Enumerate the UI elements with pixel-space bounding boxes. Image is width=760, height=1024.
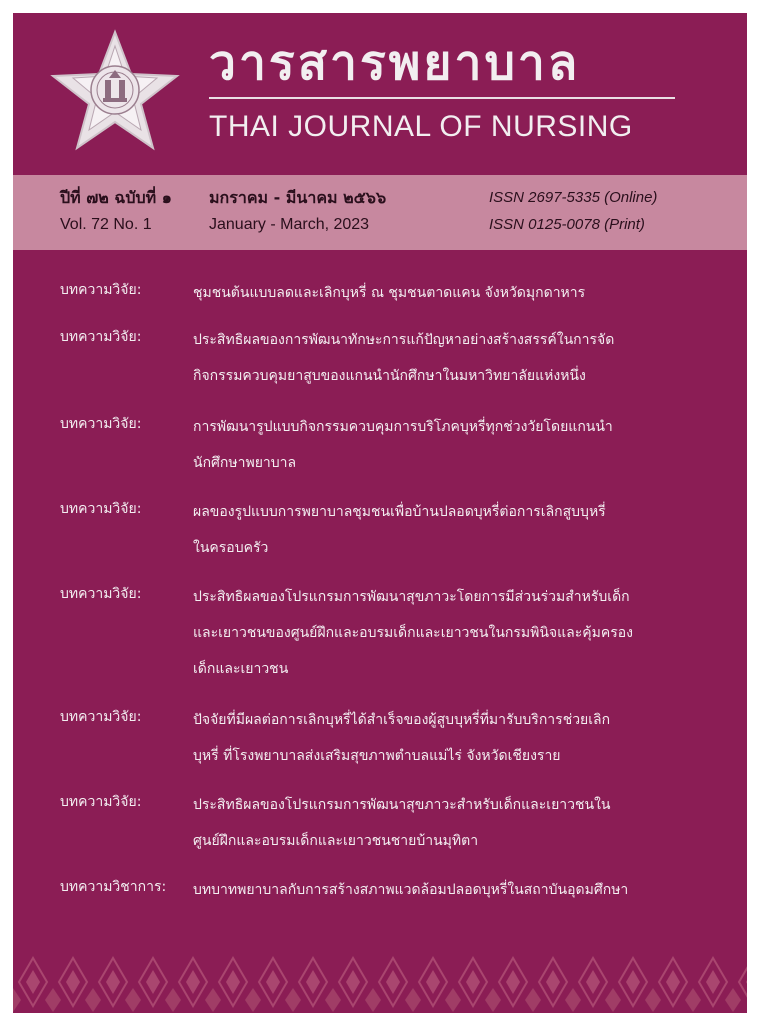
entry-type-label: บทความวิชาการ: <box>60 879 167 895</box>
title-divider <box>209 97 675 99</box>
star-emblem-icon <box>45 26 185 156</box>
issue-band <box>13 175 747 250</box>
entry-title-line: นักศึกษาพยาบาล <box>193 455 297 471</box>
entry-title <box>193 275 678 311</box>
entry-title-line: ประสิทธิผลของโปรแกรมการพัฒนาสุขภาวะสำหรับเด็กและเยาวชนใน <box>193 797 611 813</box>
entry-type-label: บทความวิจัย: <box>60 709 142 725</box>
entry-title-line: ชุมชนต้นแบบลดและเลิกบุหรี่ ณ ชุมชนตาดแคน จังหวัดมุกดาหาร <box>193 285 586 301</box>
entry-title-line: ในครอบครัว <box>193 540 269 556</box>
entry-type-label: บทความวิจัย: <box>60 794 142 810</box>
lotus-pattern-decoration <box>13 948 747 1013</box>
entry-title-line: ประสิทธิผลของโปรแกรมการพัฒนาสุขภาวะโดยการมีส่วนร่วมสำหรับเด็ก <box>193 589 630 605</box>
entry-title <box>193 579 678 687</box>
entry-title-line: ประสิทธิผลของการพัฒนาทักษะการแก้ปัญหาอย่างสร้างสรรค์ในการจัด <box>193 332 615 348</box>
entry-type-label: บทความวิจัย: <box>60 282 142 298</box>
issue-thai-volume: ปีที่ ๗๒ ฉบับที่ ๑ <box>60 188 172 207</box>
entry-title <box>193 322 678 394</box>
issue-thai-date: มกราคม - มีนาคม ๒๕๖๖ <box>209 188 387 207</box>
entry-type-label: บทความวิจัย: <box>60 416 142 432</box>
entry-title-line: ผลของรูปแบบการพยาบาลชุมชนเพื่อบ้านปลอดบุหรี่ต่อการเลิกสูบบุหรี่ <box>193 504 606 520</box>
entry-title <box>193 787 678 859</box>
entry-type-label: บทความวิจัย: <box>60 329 142 345</box>
entry-type-label: บทความวิจัย: <box>60 501 142 517</box>
entry-title <box>193 702 678 774</box>
entry-title <box>193 409 678 481</box>
entry-type-label: บทความวิจัย: <box>60 586 142 602</box>
issue-english-date: January - March, 2023 <box>209 216 370 233</box>
entry-title <box>193 872 678 908</box>
entry-title-line: การพัฒนารูปแบบกิจกรรมควบคุมการบริโภคบุหรี่ทุกช่วงวัยโดยแกนนำ <box>193 419 613 435</box>
entry-title-line: กิจกรรมควบคุมยาสูบของแกนนำนักศึกษาในมหาวิทยาลัยแห่งหนึ่ง <box>193 368 586 384</box>
entry-title-line: บุหรี่ ที่โรงพยาบาลส่งเสริมสุขภาพตำบลแม่ไร่ จังหวัดเชียงราย <box>193 748 561 764</box>
issn-print: ISSN 0125-0078 (Print) <box>489 216 645 233</box>
entry-title-line: ปัจจัยที่มีผลต่อการเลิกบุหรี่ได้สำเร็จของผู้สูบบุหรี่ที่มารับบริการช่วยเลิก <box>193 712 611 728</box>
entry-title <box>193 494 678 566</box>
entry-title-line: และเยาวชนของศูนย์ฝึกและอบรมเด็กและเยาวชนในกรมพินิจและคุ้มครอง <box>193 625 633 641</box>
journal-cover <box>13 13 747 1013</box>
entry-title-line: เด็กและเยาวชน <box>193 661 289 677</box>
entry-title-line: บทบาทพยาบาลกับการสร้างสภาพแวดล้อมปลอดบุหรี่ในสถาบันอุดมศึกษา <box>193 882 629 898</box>
entry-title-line: ศูนย์ฝึกและอบรมเด็กและเยาวชนชายบ้านมุทิตา <box>193 833 479 849</box>
journal-title-english: THAI JOURNAL OF NURSING <box>209 110 633 143</box>
issue-english-volume: Vol. 72 No. 1 <box>60 216 152 233</box>
issn-online: ISSN 2697-5335 (Online) <box>489 189 658 206</box>
journal-title-thai: วารสารพยาบาล <box>209 35 581 91</box>
